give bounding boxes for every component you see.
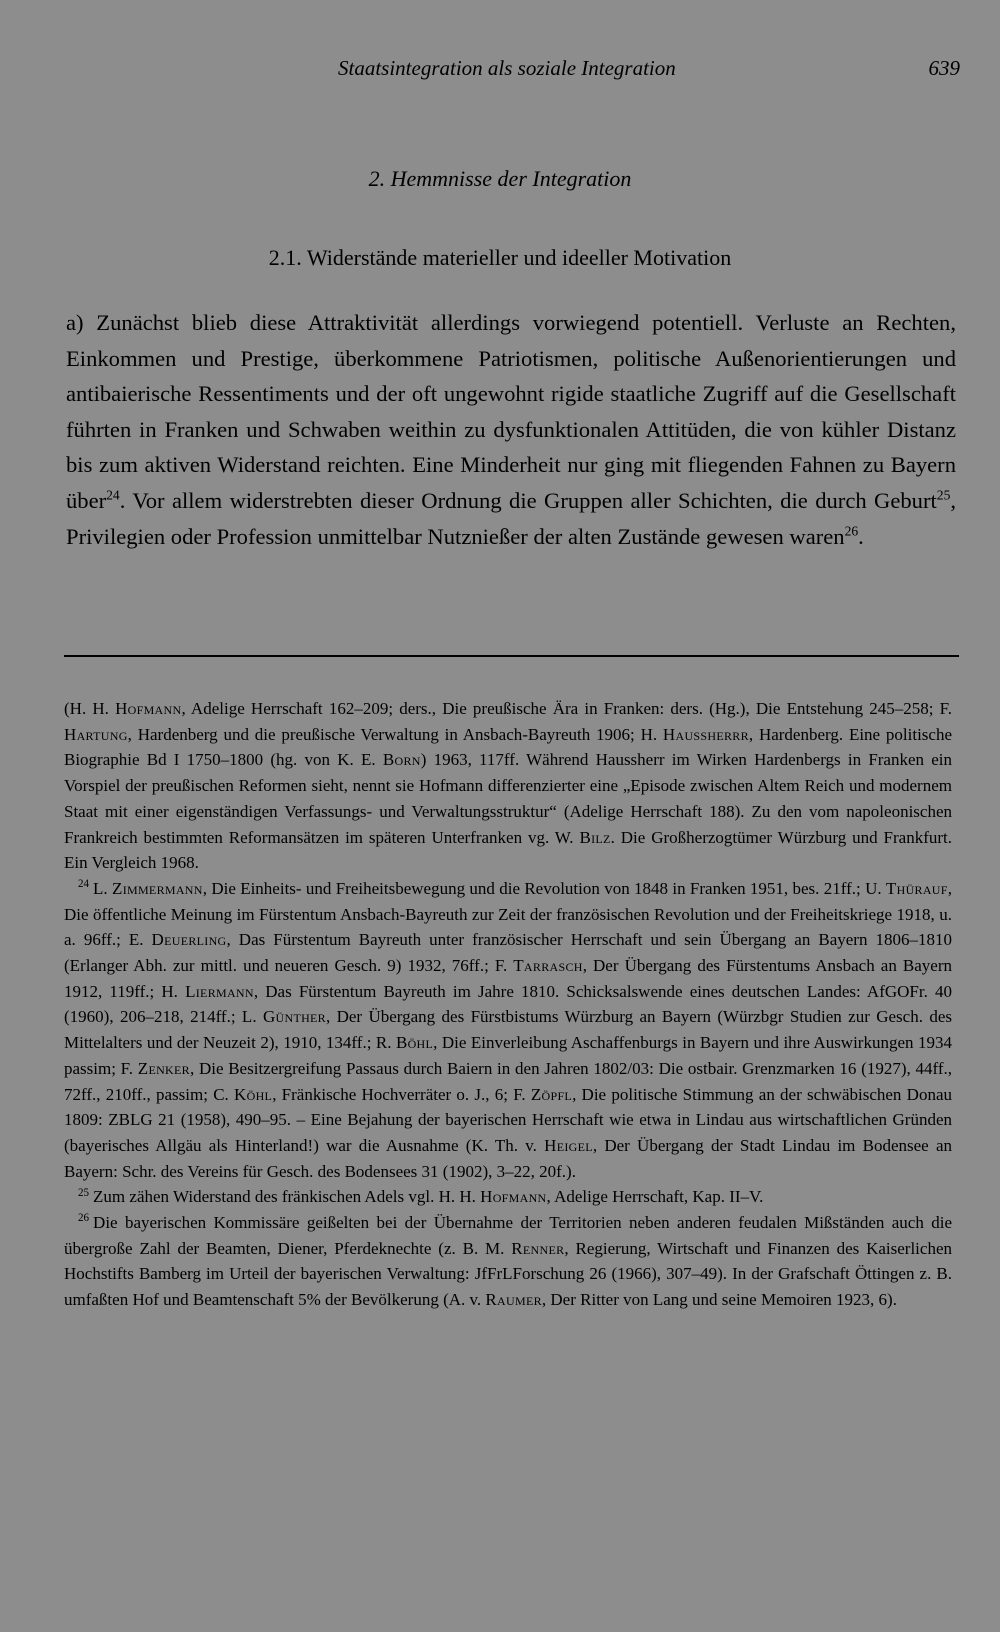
footnote-ref-24[interactable]: 24 bbox=[106, 487, 120, 503]
author-name: Zöpfl bbox=[530, 1084, 573, 1104]
footnote-ref-26[interactable]: 26 bbox=[844, 523, 859, 539]
footnote-ref-25[interactable]: 25 bbox=[936, 487, 951, 503]
author-name: Böhl bbox=[395, 1033, 434, 1053]
author-name: Zenker bbox=[137, 1058, 190, 1078]
author-name: Hofmann bbox=[480, 1187, 547, 1207]
running-title: Staatsintegration als soziale Integration bbox=[338, 56, 676, 80]
author-name: Heigel bbox=[544, 1135, 593, 1155]
author-name: Tarrasch bbox=[513, 956, 583, 976]
author-name: Zimmermann bbox=[112, 878, 203, 898]
author-name: Bilz bbox=[579, 827, 611, 847]
author-name: Born bbox=[382, 750, 421, 770]
footnote-26: $^{26}$ Die bayerischen Kommissäre geißelten bei der Übernahme der Territorien neben anderen feudalen Mißständen auch die übergroße Zahl der Beamten, Diener, Pferdeknechte (z. B. M. Renner, Regierung, Wirtschaft und Finanzen des Kaiserlichen Hochstifts Bamberg im Urteil der bayerischen Verwaltung: JfFrLForschung 26 (1966), 307–49). In der Grafschaft Öttingen z. B. umfaßten Hof und Beamtenschaft 5% der Bevölkerung (A. v. Raumer, Der Ritter von Lang und seine Memoiren 1923, 6). bbox=[64, 1212, 952, 1310]
footnote-24: $^{24}$ L. Zimmermann, Die Einheits- und Freiheitsbewegung und die Revolution von 1848 in Franken 1951, bes. 21ff.; U. Thürauf, Die öffentliche Meinung im Fürstentum Ansbach-Bayreuth zur Zeit der französischen Revolution und der Freiheitskriege 1918, u. a. 96ff.; E. Deuerling, Das Fürstentum Bayreuth unter französischer Herrschaft und sein Übergang an Bayern 1806–1810 (Erlanger Abh. zur mittl. und neueren Gesch. 9) 1932, 76ff.; F. Tarrasch, Der Übergang des Fürstentums Ansbach an Bayern 1912, 119ff.; H. Liermann, Das Fürstentum Bayreuth im Jahre 1810. Schicksalswende eines deutschen Landes: AfGOFr. 40 (1960), 206–218, 214ff.; L. Günther, Der Übergang des Fürstbistums Würzburg an Bayern (Würzbgr Studien zur Gesch. des Mittelalters und der Neuzeit 2), 1910, 134ff.; R. Böhl, Die Einverleibung Aschaffenburgs in Bayern und ihre Auswirkungen 1934 passim; F. Zenker, Die Besitzergreifung Passaus durch Baiern in den Jahren 1802/03: Die ostbair. Grenzmarken 16 (1927), 44ff., 72ff., 210ff., passim; C. Köhl, Fränkische Hochverräter o. J., 6; F. Zöpfl, Die politische Stimmung an der schwäbischen Donau 1809: ZBLG 21 (1958), 490–95. – Eine Bejahung der bayerischen Herrschaft wie etwa in Lindau aus wirtschaftlichen Gründen (bayerisches Allgäu als Hinterland!) war die Ausnahme (K. Th. v. Heigel, Der Übergang der Stadt Lindau im Bodensee an Bayern: Schr. des Vereins für Gesch. des Bodensees 31 (1902), 3–22, 20f.). bbox=[64, 878, 952, 1181]
footnote-number: 24 bbox=[78, 878, 90, 891]
author-name: Renner bbox=[511, 1238, 565, 1258]
author-name: Thürauf bbox=[885, 878, 948, 898]
author-name: Deuerling bbox=[151, 930, 227, 950]
author-name: Günther bbox=[262, 1007, 326, 1027]
footnote-23-continuation: (H. H. Hofmann, Adelige Herrschaft 162–209; ders., Die preußische Ära in Franken: ders. (Hg.), Die Entstehung 245–258; F. Hartung, Hardenberg und die preußische Verwaltung in Ansbach-Bayreuth 1906; H. Haussherrr, Hardenberg. Eine politische Biographie Bd I 1750–1800 (hg. von K. E. Born) 1963, 117ff. Während Haussherr im Wirken Hardenbergs in Franken ein Vorspiel der preußischen Reformen sieht, nennt sie Hofmann differenzierter eine „Episode zwischen Altem Reich und modernem Staat mit einer eigenständigen Verfassungs- und Verwaltungsstruktur“ (Adelige Herrschaft 188). Zu den vom napoleonischen Frankreich bestimmten Reformansätzen im späteren Unterfranken vg. W. Bilz. Die Großherzogtümer Würzburg und Frankfurt. Ein Vergleich 1968. bbox=[64, 699, 953, 873]
body-text-segment: , Privilegien oder Profession unmittelbar Nutznießer der alten Zustände gewesen waren bbox=[66, 487, 956, 549]
subsection-heading: 2.1. Widerstände materieller und ideeller Motivation bbox=[268, 245, 732, 270]
author-name: Hofmann bbox=[115, 699, 182, 718]
page-number: 639 bbox=[928, 56, 960, 80]
body-text-segment: a) Zunächst blieb diese Attraktivität allerdings vorwiegend potentiell. Verluste an Rechten, Einkommen und Prestige, überkommene Patriotismen, politische Außenorientierungen und antibaierische Ressentiments und der oft ungewohnt rigide staatliche Zugriff auf die Gesellschaft führten in Franken und Schwaben weithin zu dysfunktionalen Attitüden, die von kühler Distanz bis zum aktiven Widerstand reichten. Eine Minderheit nur ging mit fliegenden Fahnen zu Bayern über bbox=[66, 310, 956, 513]
footnote-separator bbox=[64, 655, 959, 657]
author-name: Liermann bbox=[185, 981, 254, 1001]
author-name: Haussherrr bbox=[662, 724, 749, 744]
running-header bbox=[0, 56, 1000, 92]
author-name: Köhl bbox=[234, 1084, 273, 1104]
author-name: Hartung bbox=[64, 724, 128, 744]
body-text-segment: . Vor allem widerstrebten dieser Ordnung die Gruppen aller Schichten, die durch Geburt bbox=[119, 487, 937, 513]
footnote-25: $^{25}$ Zum zähen Widerstand des fränkischen Adels vgl. H. H. Hofmann, Adelige Herrschaft, Kap. II–V. bbox=[78, 1186, 764, 1207]
author-name: Raumer bbox=[485, 1290, 542, 1310]
body-text-segment: . bbox=[858, 523, 864, 549]
footnote-number: 26 bbox=[78, 1212, 90, 1225]
section-heading: 2. Hemmnisse der Integration bbox=[368, 166, 632, 191]
footnotes bbox=[64, 696, 952, 1313]
body-text bbox=[66, 305, 956, 554]
footnote-number: 25 bbox=[78, 1186, 90, 1199]
body-paragraph bbox=[66, 305, 956, 554]
